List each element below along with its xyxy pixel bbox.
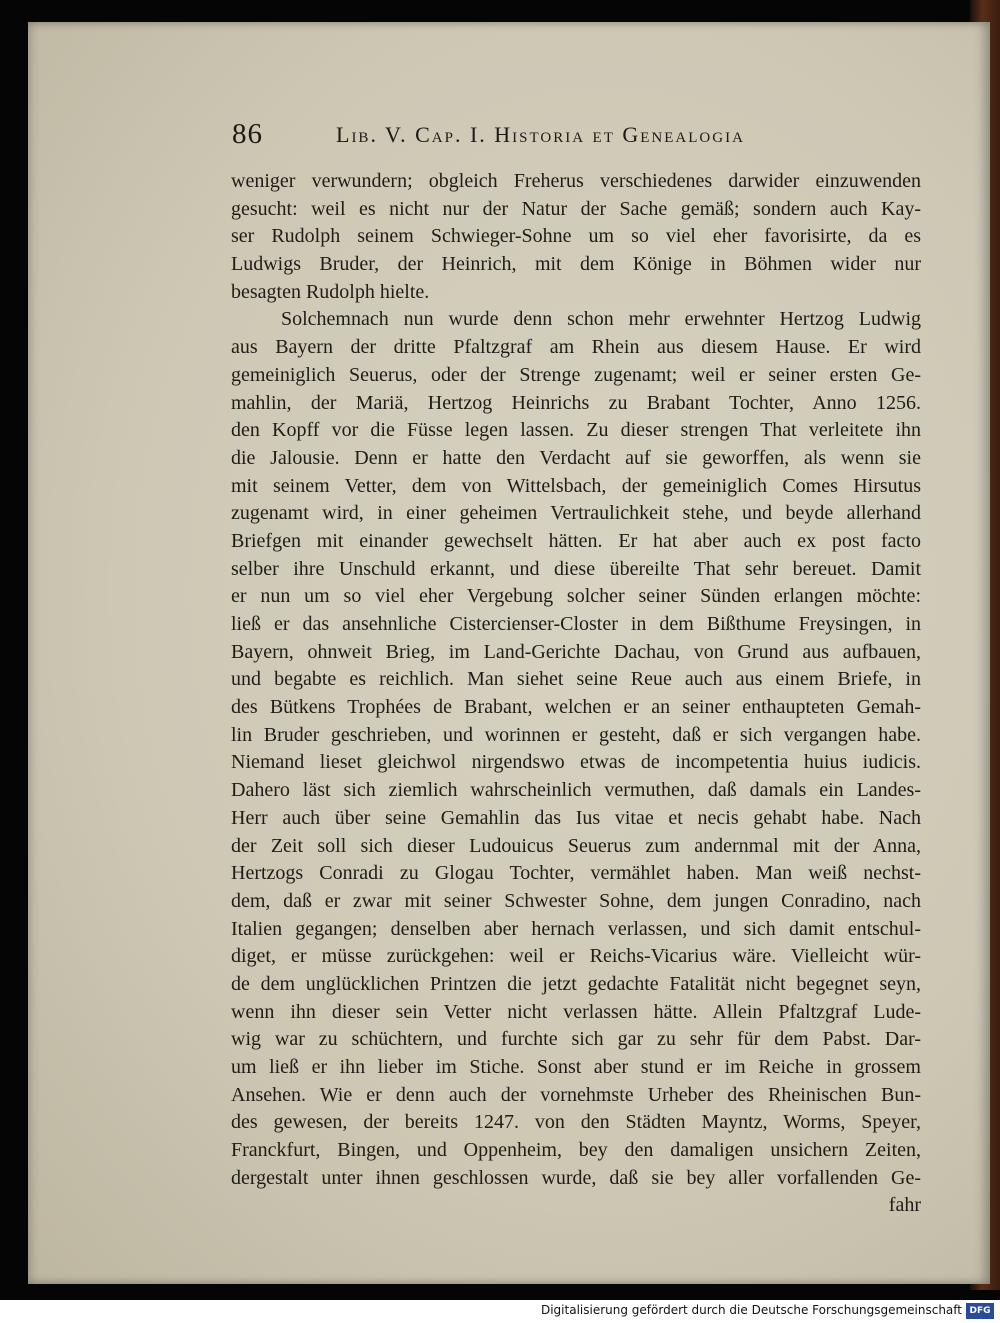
page-number: 86 bbox=[232, 118, 263, 150]
text-line: Ansehen. Wie er denn auch der vornehmste Urheber des Rheinischen Bun- bbox=[231, 1083, 921, 1106]
footer-credit: Digitalisierung gefördert durch die Deutsche Forschungsgemeinschaft bbox=[540, 1303, 962, 1317]
text-line: Franckfurt, Bingen, und Oppenheim, bey den damaligen unsichern Zeiten, bbox=[231, 1139, 921, 1162]
dfg-logo: DFG bbox=[966, 1303, 994, 1319]
text-line: zugenamt wird, in einer geheimen Vertraulichkeit stehe, und beyde allerhand bbox=[231, 502, 921, 525]
text-line: um ließ er ihn lieber im Stiche. Sonst aber stund er im Reiche in grossem bbox=[231, 1056, 921, 1078]
text-line: des Bütkens Trophées de Brabant, welchen er an seiner enthaupteten Gemah- bbox=[231, 696, 921, 719]
text-line: er nun um so viel eher Vergebung solcher seiner Sünden erlangen möchte: bbox=[231, 585, 921, 608]
running-head: Lib. V. Cap. I. Historia et Genealogia bbox=[336, 122, 745, 147]
page-header bbox=[232, 118, 922, 158]
text-line: selber ihre Unschuld erkannt, und diese übereilte That sehr bereuet. Damit bbox=[231, 557, 921, 580]
text-line: de dem unglücklichen Printzen die jetzt gedachte Fatalität nicht begegnet seyn, bbox=[231, 972, 921, 995]
text-line: gemeiniglich Seuerus, oder der Strenge zugenamt; weil er seiner ersten Ge- bbox=[231, 363, 921, 386]
text-line: Briefgen mit einander gewechselt hätten. Er hat aber auch ex post facto bbox=[231, 529, 921, 552]
text-line: Niemand lieset gleichwol nirgendswo etwas de incompetentia huius iudicis. bbox=[231, 751, 921, 774]
text-line: besagten Rudolph hielte. bbox=[231, 280, 430, 303]
text-line: Bayern, ohnweit Brieg, im Land-Gerichte Dachau, von Grund aus aufbauen, bbox=[231, 640, 921, 663]
text-line: dem, daß er zwar mit seiner Schwester Sohne, dem jungen Conradino, nach bbox=[231, 889, 921, 912]
text-line: wig war zu schüchtern, und furchte sich gar zu sehr für dem Pabst. Dar- bbox=[231, 1028, 921, 1051]
text-line: gesucht: weil es nicht nur der Natur der Sache gemäß; sondern auch Kay- bbox=[231, 197, 921, 220]
text-line: Ludwigs Bruder, der Heinrich, mit dem Könige in Böhmen wider nur bbox=[231, 253, 921, 276]
text-line: wenn ihn dieser sein Vetter nicht verlassen hätte. Allein Pfaltzgraf Lude- bbox=[231, 1000, 921, 1023]
text-line: und begabte es reichlich. Man siehet seine Reue auch aus einem Briefe, in bbox=[231, 668, 921, 691]
text-line: mahlin, der Mariä, Hertzog Heinrichs zu Brabant Tochter, Anno 1256. bbox=[231, 391, 921, 414]
text-line: der Zeit soll sich dieser Ludouicus Seuerus zum andernmal mit der Anna, bbox=[231, 834, 921, 857]
text-line: die Jalousie. Denn er hatte den Verdacht auf sie geworffen, als wenn sie bbox=[231, 446, 921, 469]
body-text bbox=[231, 168, 921, 1220]
text-line: Hertzogs Conradi zu Glogau Tochter, vermählet haben. Man weiß nechst- bbox=[231, 862, 921, 885]
text-line: ser Rudolph seinem Schwieger-Sohne um so viel eher favorisirte, da es bbox=[231, 225, 921, 248]
text-line: mit seinem Vetter, dem von Wittelsbach, der gemeiniglich Comes Hirsutus bbox=[231, 474, 921, 497]
text-line: fahr bbox=[888, 1194, 921, 1217]
footer-bar bbox=[0, 1300, 1000, 1323]
text-line: weniger verwundern; obgleich Freherus verschiedenes darwider einzuwenden bbox=[231, 170, 921, 192]
text-line: Solchemnach nun wurde denn schon mehr erwehnter Hertzog Ludwig bbox=[281, 308, 921, 331]
text-line: Herr auch über seine Gemahlin das Ius vitae et necis gehabt habe. Nach bbox=[231, 806, 921, 829]
text-line: lin Bruder geschrieben, und worinnen er gesteht, daß er sich vergangen habe. bbox=[231, 723, 921, 746]
text-line: dergestalt unter ihnen geschlossen wurde, daß sie bey aller vorfallenden Ge- bbox=[231, 1166, 921, 1189]
text-line: ließ er das ansehnliche Cistercienser-Closter in dem Bißthume Freysingen, in bbox=[231, 613, 921, 635]
text-line: aus Bayern der dritte Pfaltzgraf am Rhein aus diesem Hause. Er wird bbox=[231, 336, 921, 359]
text-line: Dahero läst sich ziemlich wahrscheinlich vermuthen, daß damals ein Landes- bbox=[231, 779, 921, 802]
text-line: diget, er müsse zurückgehen: weil er Reichs-Vicarius wäre. Vielleicht wür- bbox=[231, 945, 921, 968]
text-line: Italien gegangen; denselben aber hernach verlassen, und sich damit entschul- bbox=[231, 917, 921, 940]
text-line: den Kopff vor die Füsse legen lassen. Zu dieser strengen That verleitete ihn bbox=[231, 419, 921, 442]
text-line: des gewesen, der bereits 1247. von den Städten Mayntz, Worms, Speyer, bbox=[231, 1111, 921, 1134]
